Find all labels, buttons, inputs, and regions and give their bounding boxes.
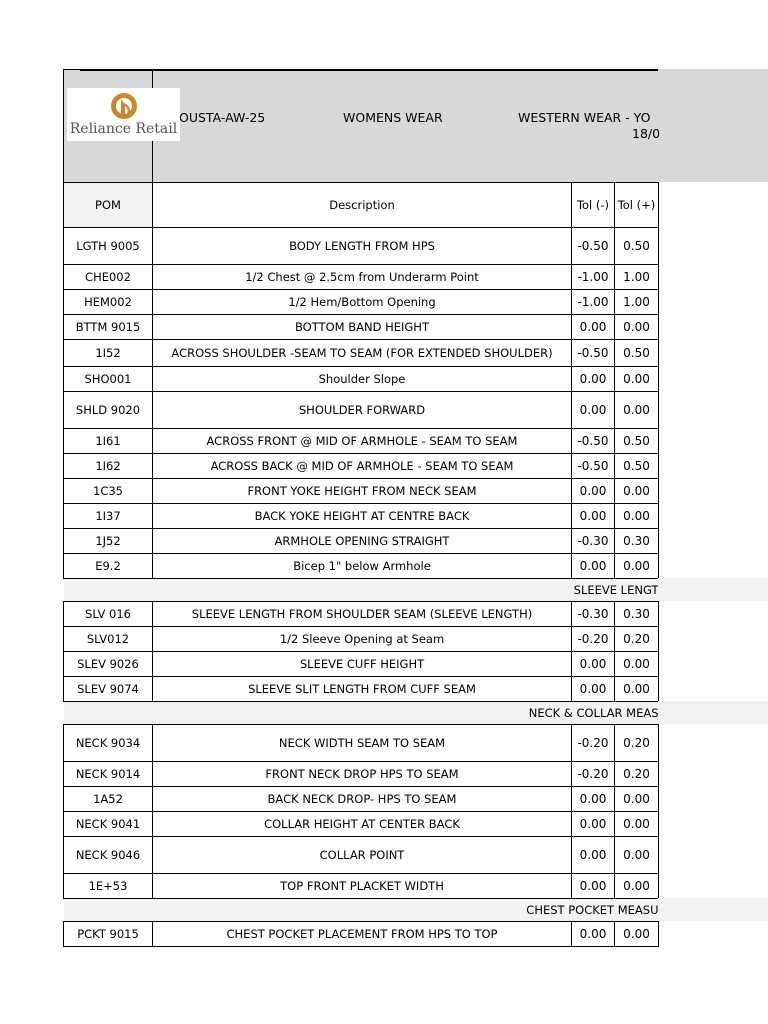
table-row [64, 479, 659, 504]
pom-cell: NECK 9034 [64, 725, 153, 762]
description-cell: ACROSS BACK @ MID OF ARMHOLE - SEAM TO SEAM [153, 454, 572, 479]
tol-plus-cell: 0.20 [615, 762, 659, 787]
pom-cell: SLEV 9026 [64, 652, 153, 677]
pom-cell: SLV012 [64, 627, 153, 652]
pom-cell: 1I52 [64, 340, 153, 367]
table-row [64, 265, 659, 290]
table-row [64, 290, 659, 315]
pom-cell: 1J52 [64, 529, 153, 554]
pom-cell: HEM002 [64, 290, 153, 315]
sheet-header [63, 69, 768, 183]
description-cell: CHEST POCKET PLACEMENT FROM HPS TO TOP [153, 922, 572, 947]
tol-plus-cell: 0.30 [615, 602, 659, 627]
description-cell: 1/2 Sleeve Opening at Seam [153, 627, 572, 652]
tol-minus-cell: 0.00 [572, 315, 615, 340]
table-row [64, 922, 659, 947]
section-label: NECK & COLLAR MEAS [64, 702, 659, 725]
description-cell: BODY LENGTH FROM HPS [153, 228, 572, 265]
column-header-tol-minus: Tol (-) [572, 183, 615, 228]
description-cell: TOP FRONT PLACKET WIDTH [153, 874, 572, 899]
tol-plus-cell: 1.00 [615, 265, 659, 290]
tol-plus-cell: 0.00 [615, 554, 659, 579]
description-cell: SLEEVE SLIT LENGTH FROM CUFF SEAM [153, 677, 572, 702]
pom-cell: 1C35 [64, 479, 153, 504]
table-row [64, 429, 659, 454]
tol-plus-cell: 0.00 [615, 922, 659, 947]
description-cell: FRONT NECK DROP HPS TO SEAM [153, 762, 572, 787]
header-main-cell [152, 69, 768, 182]
table-row [64, 367, 659, 392]
description-cell: COLLAR POINT [153, 837, 572, 874]
description-cell: FRONT YOKE HEIGHT FROM NECK SEAM [153, 479, 572, 504]
description-cell: ACROSS FRONT @ MID OF ARMHOLE - SEAM TO SEAM [153, 429, 572, 454]
tol-minus-cell: -0.20 [572, 762, 615, 787]
tol-minus-cell: 0.00 [572, 787, 615, 812]
column-header-pom: POM [64, 183, 153, 228]
description-cell: COLLAR HEIGHT AT CENTER BACK [153, 812, 572, 837]
pom-cell: 1I61 [64, 429, 153, 454]
column-header-description: Description [153, 183, 572, 228]
description-cell: Bicep 1" below Armhole [153, 554, 572, 579]
section-band-extension [658, 701, 768, 724]
tol-minus-cell: 0.00 [572, 874, 615, 899]
table-row [64, 787, 659, 812]
tol-minus-cell: 0.00 [572, 677, 615, 702]
tol-minus-cell: -1.00 [572, 290, 615, 315]
reliance-logo-icon [110, 90, 138, 122]
tol-minus-cell: 0.00 [572, 504, 615, 529]
tol-minus-cell: 0.00 [572, 812, 615, 837]
description-cell: SLEEVE CUFF HEIGHT [153, 652, 572, 677]
table-row [64, 652, 659, 677]
pom-cell: PCKT 9015 [64, 922, 153, 947]
table-row [64, 392, 659, 429]
table-row [64, 837, 659, 874]
tol-plus-cell: 1.00 [615, 290, 659, 315]
description-cell: BACK NECK DROP- HPS TO SEAM [153, 787, 572, 812]
tol-minus-cell: -0.30 [572, 602, 615, 627]
table-row [64, 677, 659, 702]
pom-cell: 1I62 [64, 454, 153, 479]
description-cell: 1/2 Chest @ 2.5cm from Underarm Point [153, 265, 572, 290]
section-band-extension [658, 578, 768, 601]
tol-plus-cell: 0.00 [615, 677, 659, 702]
pom-cell: 1A52 [64, 787, 153, 812]
table-row [64, 340, 659, 367]
pom-cell: NECK 9014 [64, 762, 153, 787]
column-header-tol-plus: Tol (+) [615, 183, 659, 228]
pom-cell: NECK 9046 [64, 837, 153, 874]
tol-minus-cell: -1.00 [572, 265, 615, 290]
tol-plus-cell: 0.00 [615, 367, 659, 392]
tol-plus-cell: 0.20 [615, 725, 659, 762]
date-fragment: 18/0 [632, 126, 661, 141]
department: WOMENS WEAR [343, 110, 443, 125]
tol-plus-cell: 0.00 [615, 315, 659, 340]
description-cell: NECK WIDTH SEAM TO SEAM [153, 725, 572, 762]
section-header-row [64, 702, 659, 725]
description-cell: SLEEVE LENGTH FROM SHOULDER SEAM (SLEEVE LENGTH) [153, 602, 572, 627]
pom-cell: 1I37 [64, 504, 153, 529]
tol-plus-cell: 0.30 [615, 529, 659, 554]
tol-minus-cell: 0.00 [572, 479, 615, 504]
pom-cell: LGTH 9005 [64, 228, 153, 265]
description-cell: ACROSS SHOULDER -SEAM TO SEAM (FOR EXTENDED SHOULDER) [153, 340, 572, 367]
tol-minus-cell: 0.00 [572, 652, 615, 677]
table-row [64, 602, 659, 627]
table-row [64, 504, 659, 529]
table-row [64, 627, 659, 652]
pom-cell: 1E+53 [64, 874, 153, 899]
pom-cell: BTTM 9015 [64, 315, 153, 340]
measurement-spec-sheet [63, 69, 768, 969]
tol-minus-cell: 0.00 [572, 554, 615, 579]
tol-minus-cell: -0.50 [572, 429, 615, 454]
tol-minus-cell: -0.30 [572, 529, 615, 554]
measurement-table [63, 182, 659, 947]
table-row [64, 228, 659, 265]
header-top-border [80, 69, 658, 71]
tol-minus-cell: 0.00 [572, 837, 615, 874]
tol-minus-cell: -0.20 [572, 725, 615, 762]
pom-cell: NECK 9041 [64, 812, 153, 837]
tol-plus-cell: 0.00 [615, 504, 659, 529]
tol-minus-cell: -0.50 [572, 454, 615, 479]
tol-minus-cell: -0.50 [572, 228, 615, 265]
tol-plus-cell: 0.00 [615, 874, 659, 899]
tol-plus-cell: 0.00 [615, 837, 659, 874]
tol-plus-cell: 0.00 [615, 479, 659, 504]
table-row [64, 874, 659, 899]
column-header-row [64, 183, 659, 228]
tol-plus-cell: 0.50 [615, 429, 659, 454]
reliance-retail-logo [67, 88, 180, 141]
tol-minus-cell: 0.00 [572, 392, 615, 429]
category: WESTERN WEAR - YO [518, 110, 651, 125]
pom-cell: SHO001 [64, 367, 153, 392]
table-row [64, 725, 659, 762]
tol-minus-cell: -0.20 [572, 627, 615, 652]
tol-plus-cell: 0.00 [615, 787, 659, 812]
pom-cell: E9.2 [64, 554, 153, 579]
description-cell: BOTTOM BAND HEIGHT [153, 315, 572, 340]
tol-minus-cell: 0.00 [572, 367, 615, 392]
description-cell: Shoulder Slope [153, 367, 572, 392]
description-cell: SHOULDER FORWARD [153, 392, 572, 429]
section-header-row [64, 899, 659, 922]
tol-plus-cell: 0.50 [615, 454, 659, 479]
logo-text: Reliance Retail [69, 121, 178, 137]
table-row [64, 762, 659, 787]
pom-cell: SLEV 9074 [64, 677, 153, 702]
section-header-row [64, 579, 659, 602]
tol-minus-cell: -0.50 [572, 340, 615, 367]
table-row [64, 554, 659, 579]
tol-plus-cell: 0.20 [615, 627, 659, 652]
description-cell: 1/2 Hem/Bottom Opening [153, 290, 572, 315]
tol-plus-cell: 0.00 [615, 652, 659, 677]
section-band-extension [658, 898, 768, 921]
table-row [64, 315, 659, 340]
pom-cell: SHLD 9020 [64, 392, 153, 429]
tol-plus-cell: 0.50 [615, 228, 659, 265]
tol-plus-cell: 0.00 [615, 392, 659, 429]
table-row [64, 454, 659, 479]
section-label: SLEEVE LENGT [64, 579, 659, 602]
pom-cell: SLV 016 [64, 602, 153, 627]
section-label: CHEST POCKET MEASU [64, 899, 659, 922]
tol-plus-cell: 0.50 [615, 340, 659, 367]
description-cell: BACK YOKE HEIGHT AT CENTRE BACK [153, 504, 572, 529]
tol-plus-cell: 0.00 [615, 812, 659, 837]
table-row [64, 529, 659, 554]
pom-cell: CHE002 [64, 265, 153, 290]
description-cell: ARMHOLE OPENING STRAIGHT [153, 529, 572, 554]
tol-minus-cell: 0.00 [572, 922, 615, 947]
table-row [64, 812, 659, 837]
style-code: OUSTA-AW-25 [179, 110, 266, 125]
